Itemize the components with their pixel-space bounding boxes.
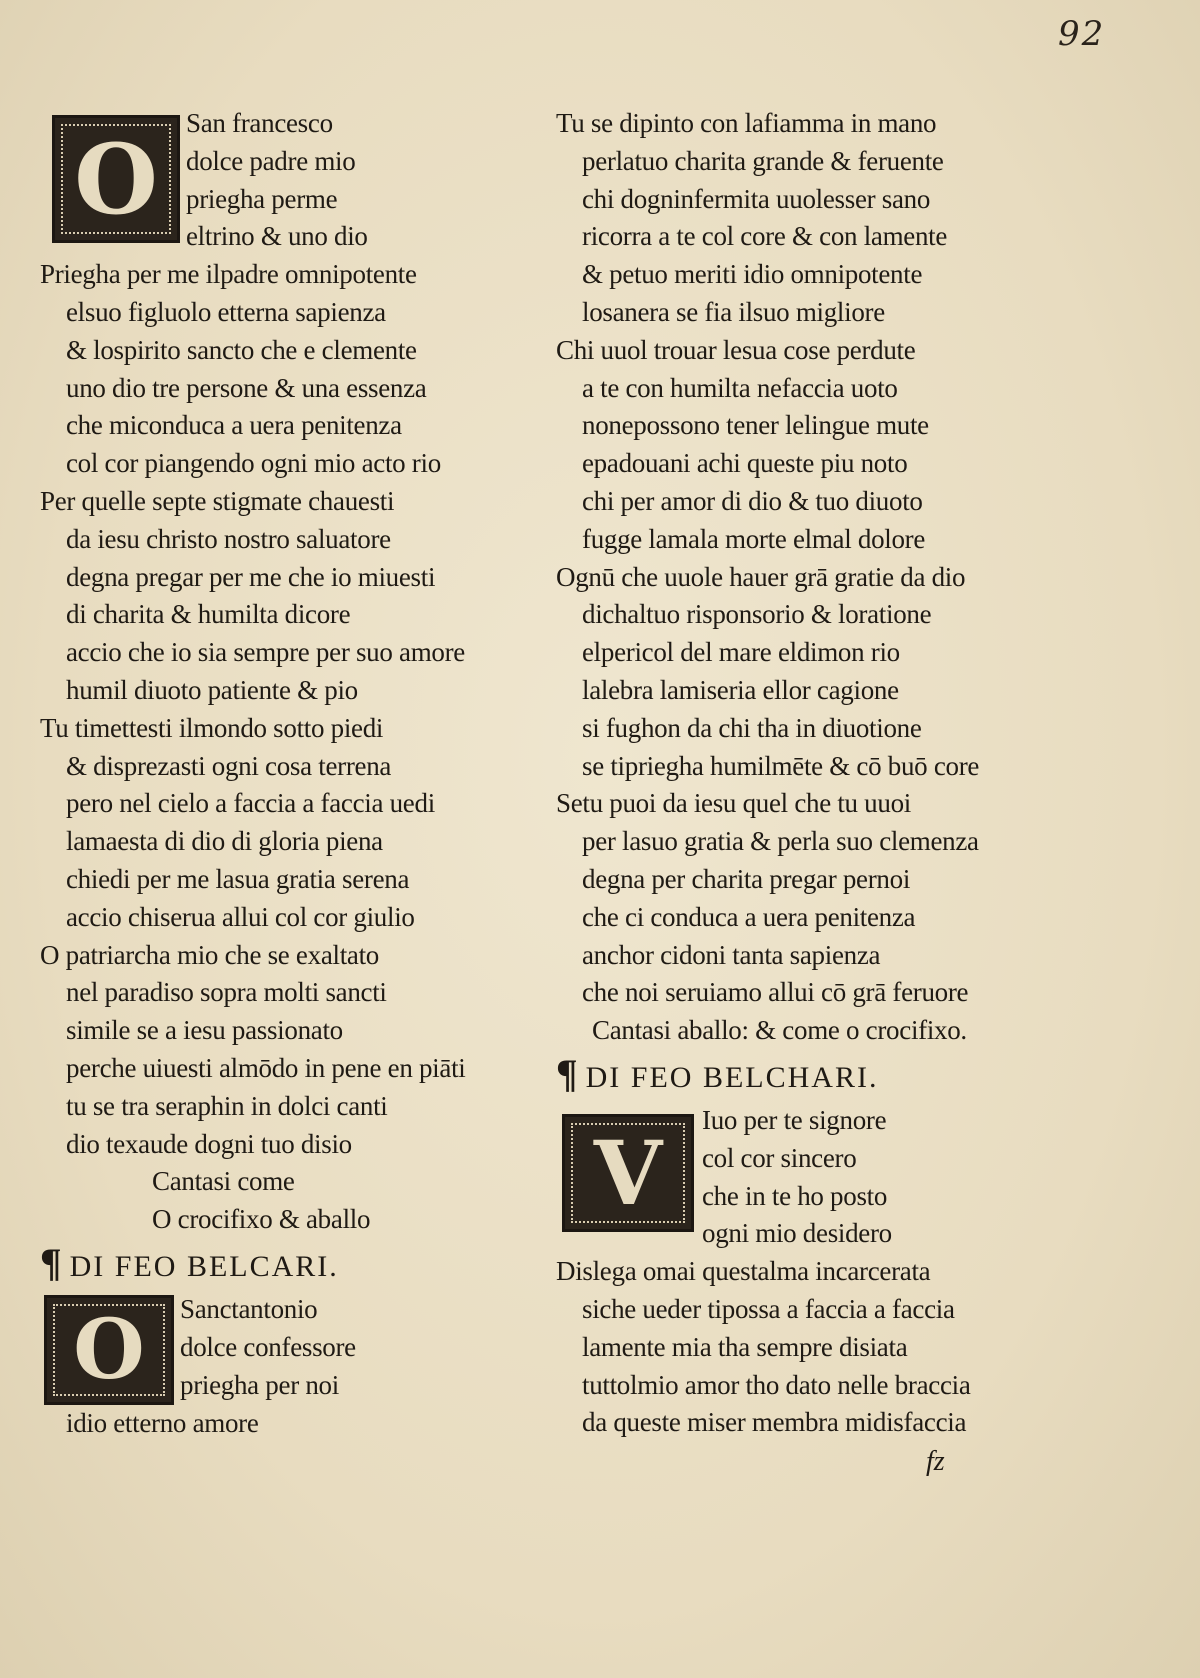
verse-line: col cor piangendo ogni mio acto rio <box>66 448 441 479</box>
verse-line: chiedi per me lasua gratia serena <box>66 863 410 894</box>
initial-letter: O <box>73 1301 145 1398</box>
rubric-line: Cantasi come <box>152 1166 295 1197</box>
verse-line: ricorra a te col core & con lamente <box>582 221 948 252</box>
signature-mark: fz <box>926 1446 945 1478</box>
verse-line: perlatuo charita grande & feruente <box>582 145 944 176</box>
verse-line: priegha per noi <box>180 1369 339 1400</box>
drop-lines <box>702 1102 892 1253</box>
verse-line: anchor cidoni tanta sapienza <box>582 939 881 970</box>
verse-line: & disprezasti ogni cosa terrena <box>66 750 392 781</box>
drop-stanza <box>40 1291 540 1405</box>
verse-line: che in te ho posto <box>702 1180 888 1211</box>
section-heading <box>556 1052 1056 1100</box>
verse-line: Chi uuol trouar lesua cose perdute <box>556 334 916 365</box>
verse-line: & lospirito sancto che e clemente <box>66 334 417 365</box>
verse-line: tuttolmio amor tho dato nelle braccia <box>582 1369 971 1400</box>
verse-line: & petuo meriti idio omnipotente <box>582 259 923 290</box>
verse-line: eltrino & uno dio <box>186 221 368 252</box>
heading-text: DI FEO BELCHARI. <box>585 1060 879 1094</box>
verse-line: dolce confessore <box>180 1331 356 1362</box>
verse-line: tu se tra seraphin in dolci canti <box>66 1090 388 1121</box>
verse-line: che ci conduca a uera penitenza <box>582 901 916 932</box>
section-heading <box>40 1241 540 1289</box>
verse-line: Tu se dipinto con lafiamma in mano <box>556 108 937 138</box>
verse-line: siche ueder tipossa a faccia a faccia <box>582 1293 955 1324</box>
verse-line: simile se a iesu passionato <box>66 1015 343 1046</box>
verse-line: losanera se fia ilsuo migliore <box>582 296 885 327</box>
verse-line: uno dio tre persone & una essenza <box>66 372 427 403</box>
pilcrow-icon: ¶ <box>40 1239 64 1285</box>
verse-line: degna pregar per me che io miuesti <box>66 561 436 592</box>
verse-line: da iesu christo nostro saluatore <box>66 523 391 554</box>
verse-line: da queste miser membra midisfaccia <box>582 1407 967 1438</box>
verse-line: San francesco <box>186 108 333 138</box>
initial-letter: O <box>74 122 158 236</box>
verse-line: chi dogninfermita uuolesser sano <box>582 183 931 214</box>
verse-line: dio texaude dogni tuo disio <box>66 1128 352 1159</box>
right-column <box>556 105 1056 1482</box>
verse-line: pero nel cielo a faccia a faccia uedi <box>66 788 435 819</box>
verse-line: ogni mio desidero <box>702 1218 892 1249</box>
rubric-line: O crocifixo & aballo <box>152 1204 371 1235</box>
verse-line: Iuo per te signore <box>702 1104 887 1135</box>
left-column <box>40 105 540 1443</box>
drop-lines <box>180 1291 356 1404</box>
verse-line: humil diuoto patiente & pio <box>66 674 358 705</box>
verse-line: che noi seruiamo allui cō grā feruore <box>582 977 969 1008</box>
rubric-line: Cantasi aballo: & come o crocifixo. <box>592 1015 967 1046</box>
verse-line: nel paradiso sopra molti sancti <box>66 977 387 1008</box>
verse-line: degna per charita pregar pernoi <box>582 863 911 894</box>
verse-line: nonepossono tener lelingue mute <box>582 410 929 441</box>
verse-line: idio etterno amore <box>66 1407 259 1438</box>
verse-line: lalebra lamiseria ellor cagione <box>582 674 899 705</box>
pilcrow-icon: ¶ <box>556 1050 580 1096</box>
verse-line: accio chiserua allui col cor giulio <box>66 901 415 932</box>
verse-line: a te con humilta nefaccia uoto <box>582 372 898 403</box>
verse-line: dolce padre mio <box>186 145 356 176</box>
heading-text: DI FEO BELCARI. <box>69 1249 339 1283</box>
verse-line: elsuo figluolo etterna sapienza <box>66 296 386 327</box>
verse-line: Ognū che uuole hauer grā gratie da dio <box>556 561 966 592</box>
verse-line: accio che io sia sempre per suo amore <box>66 637 465 668</box>
decorated-initial-o <box>52 115 180 243</box>
verse-line: Priegha per me ilpadre omnipotente <box>40 259 417 290</box>
initial-letter: V <box>593 1120 663 1225</box>
verse-line: O patriarcha mio che se exaltato <box>40 939 379 970</box>
folio-number: 92 <box>1058 14 1106 54</box>
verse-line: si fughon da chi tha in diuotione <box>582 712 922 743</box>
verse-line: lamente mia tha sempre disiata <box>582 1331 908 1362</box>
verse-line: priegha perme <box>186 183 338 214</box>
verse-line: col cor sincero <box>702 1142 857 1173</box>
drop-lines <box>186 105 368 256</box>
verse-line: epadouani achi queste piu noto <box>582 448 908 479</box>
verse-line: Setu puoi da iesu quel che tu uuoi <box>556 788 911 819</box>
verse-line: perche uiuesti almōdo in pene en piāti <box>66 1052 466 1083</box>
verse-line: elpericol del mare eldimon rio <box>582 637 900 668</box>
verse-line: Tu timettesti ilmondo sotto piedi <box>40 712 384 743</box>
verse-line: fugge lamala morte elmal dolore <box>582 523 926 554</box>
verse-line: chi per amor di dio & tuo diuoto <box>582 485 923 516</box>
verse-line: Dislega omai questalma incarcerata <box>556 1256 931 1287</box>
verse-line: se tipriegha humilmēte & cō buō core <box>582 750 980 781</box>
drop-stanza <box>556 1102 1056 1253</box>
verse-line: Per quelle septe stigmate chauesti <box>40 485 395 516</box>
decorated-initial-o <box>44 1295 174 1405</box>
verse-line: che miconduca a uera penitenza <box>66 410 402 441</box>
verse-line: per lasuo gratia & perla suo clemenza <box>582 826 979 857</box>
verse-line: lamaesta di dio di gloria piena <box>66 826 383 857</box>
verse-line: Sanctantonio <box>180 1293 318 1324</box>
verse-line: dichaltuo risponsorio & loratione <box>582 599 932 630</box>
drop-stanza <box>40 105 540 256</box>
verse-line: di charita & humilta dicore <box>66 599 351 630</box>
decorated-initial-v <box>562 1114 694 1232</box>
